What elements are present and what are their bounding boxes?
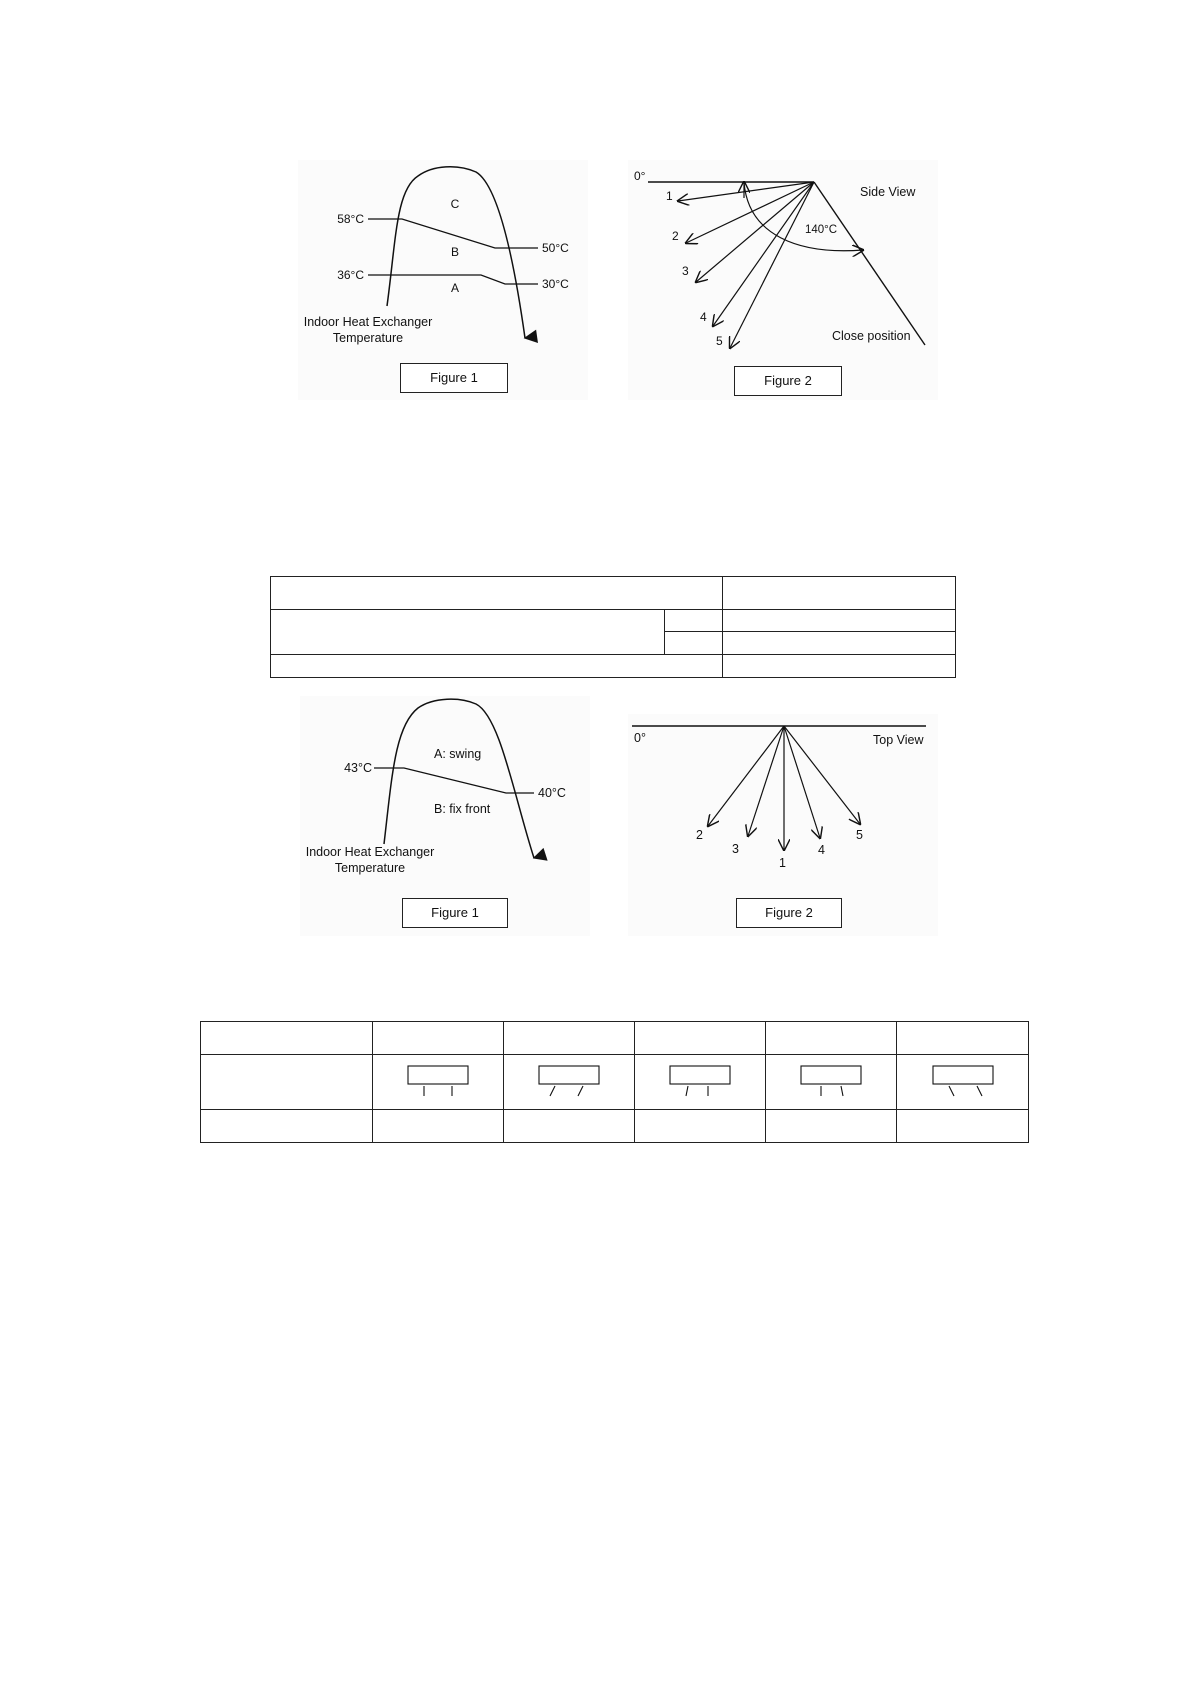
table-cell: [373, 1022, 504, 1055]
temperature-curve: [384, 699, 534, 858]
axis-label-line2: Temperature: [332, 331, 404, 345]
table-cell: [665, 632, 723, 655]
zone-b-label: B: fix front: [434, 802, 491, 816]
top-figure1-caption: Figure 1: [400, 363, 508, 393]
close-position-line: [814, 182, 925, 345]
table-cell: [635, 1055, 766, 1110]
temp-36-label: 36°C: [337, 268, 364, 282]
top-figure2-caption: Figure 2: [734, 366, 842, 396]
louver-position-table: [200, 1021, 1029, 1143]
top-arrow-4: [784, 726, 820, 838]
louver-slight-left-icon: [668, 1064, 732, 1100]
top-figure2: [628, 160, 938, 400]
table-cell: [897, 1110, 1029, 1143]
table-cell: [723, 610, 956, 632]
position-5-label: 5: [856, 828, 863, 842]
zero-degree-label: 0°: [634, 169, 646, 183]
table-cell: [897, 1055, 1029, 1110]
louver-right-icon: [931, 1064, 995, 1100]
zone-a-label: A: [450, 281, 460, 295]
position-1-label: 1: [666, 189, 673, 203]
position-2-label: 2: [672, 229, 679, 243]
temp-43-label: 43°C: [344, 761, 372, 775]
position-5-label: 5: [716, 334, 723, 348]
table-cell: [201, 1022, 373, 1055]
louver-left-icon: [537, 1064, 601, 1100]
temp-50-label: 50°C: [542, 241, 569, 255]
table-cell: [504, 1055, 635, 1110]
close-position-label: Close position: [832, 329, 911, 343]
bottom-figure2-caption: Figure 2: [736, 898, 842, 928]
position-3-label: 3: [682, 264, 689, 278]
table-cell: [766, 1110, 897, 1143]
table-cell: [723, 577, 956, 610]
condition-table: [270, 576, 956, 678]
table-cell: [723, 632, 956, 655]
top-arrow-3: [748, 726, 784, 836]
axis-label-line1: Indoor Heat Exchanger: [303, 315, 433, 329]
temp-40-label: 40°C: [538, 786, 566, 800]
position-1-label: 1: [779, 856, 786, 870]
position-4-label: 4: [700, 310, 707, 324]
table-cell: [271, 610, 665, 655]
table-cell: [766, 1022, 897, 1055]
table-cell: [504, 1110, 635, 1143]
zone-a-label: A: swing: [434, 747, 482, 761]
table-cell: [766, 1055, 897, 1110]
table-cell: [271, 655, 723, 678]
temp-58-label: 58°C: [337, 212, 364, 226]
zone-b-label: B: [450, 245, 460, 259]
side-view-diagram: [628, 160, 938, 400]
side-arrow-5: [730, 182, 814, 348]
temp-30-label: 30°C: [542, 277, 569, 291]
angle-arc: [744, 182, 863, 251]
table-cell: [897, 1022, 1029, 1055]
table-cell: [635, 1022, 766, 1055]
position-2-label: 2: [696, 828, 703, 842]
position-4-label: 4: [818, 843, 825, 857]
bottom-figure1-caption: Figure 1: [402, 898, 508, 928]
top-arrow-5: [784, 726, 860, 824]
zone-c-label: C: [450, 197, 460, 211]
louver-slight-right-icon: [799, 1064, 863, 1100]
table-cell: [201, 1110, 373, 1143]
side-view-label: Side View: [860, 185, 916, 199]
table-cell: [504, 1022, 635, 1055]
table-cell: [635, 1110, 766, 1143]
table-cell: [271, 577, 723, 610]
top-arrow-2: [708, 726, 784, 826]
axis-label-line2: Temperature: [334, 861, 406, 875]
table-cell: [373, 1055, 504, 1110]
table-cell: [665, 610, 723, 632]
table-cell: [373, 1110, 504, 1143]
louver-straight-icon: [406, 1064, 470, 1100]
table-cell: [723, 655, 956, 678]
angle-label: 140°C: [805, 224, 838, 236]
zero-degree-label: 0°: [634, 731, 646, 745]
axis-label-line1: Indoor Heat Exchanger: [305, 845, 435, 859]
table-cell: [201, 1055, 373, 1110]
top-view-label: Top View: [873, 733, 924, 747]
position-3-label: 3: [732, 842, 739, 856]
boundary-line-upper: [368, 219, 538, 248]
